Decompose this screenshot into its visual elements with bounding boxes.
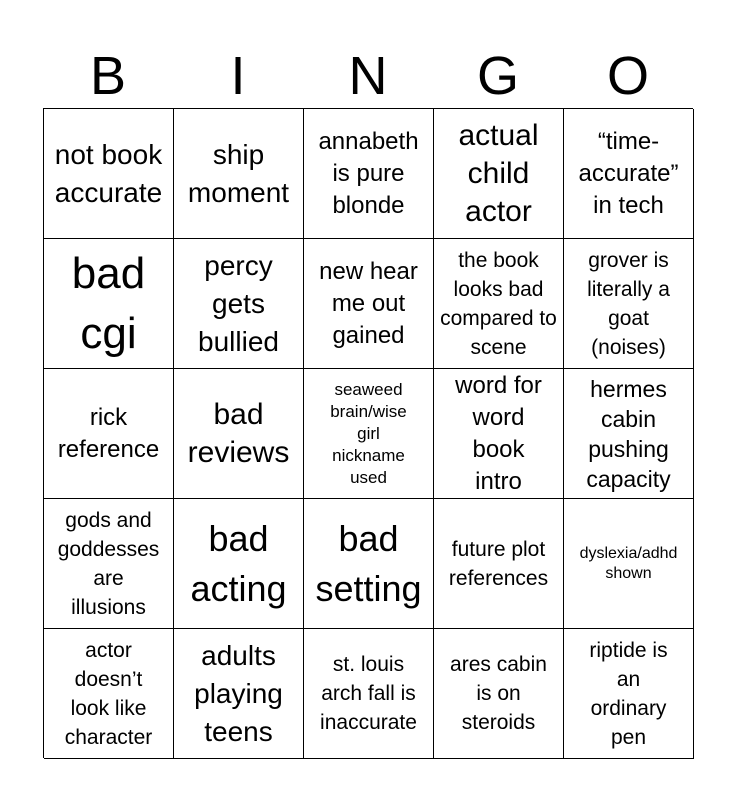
bingo-board <box>43 108 693 758</box>
cell-text: dyslexia/adhd shown <box>579 544 678 582</box>
cell-text: bad cgi <box>71 248 146 358</box>
cell-text: “time-accurate” in tech <box>578 127 679 219</box>
bingo-cell-r2-c4[interactable] <box>434 239 564 369</box>
bingo-cell-r1-c3[interactable] <box>304 109 434 239</box>
bingo-header <box>43 40 693 108</box>
header-letter-i: I <box>230 46 246 106</box>
cell-text: bad reviews <box>187 397 290 469</box>
cell-text: ship moment <box>187 138 290 208</box>
bingo-cell-r2-c3[interactable] <box>304 239 434 369</box>
bingo-cell-r1-c4[interactable] <box>434 109 564 239</box>
bingo-cell-r3-c2[interactable] <box>174 369 304 499</box>
cell-text: the book looks bad compared to scene <box>440 248 557 359</box>
bingo-cell-r2-c5[interactable] <box>564 239 694 369</box>
bingo-cell-r3-c1[interactable] <box>44 369 174 499</box>
cell-text: bad setting <box>315 517 422 609</box>
header-letter-n: N <box>348 46 388 106</box>
cell-text: grover is literally a goat (noises) <box>587 248 670 359</box>
cell-text: word for word book intro <box>455 371 542 495</box>
bingo-cell-r3-c4[interactable] <box>434 369 564 499</box>
cell-text: riptide is an ordinary pen <box>589 638 668 749</box>
bingo-cell-r3-c3[interactable] <box>304 369 434 499</box>
bingo-cell-r4-c1[interactable] <box>44 499 174 629</box>
cell-text: ares cabin is on steroids <box>450 653 547 734</box>
bingo-cell-r5-c2[interactable] <box>174 629 304 759</box>
bingo-cell-r4-c4[interactable] <box>434 499 564 629</box>
cell-text: percy gets bullied <box>198 249 279 357</box>
cell-text: future plot references <box>448 537 549 590</box>
bingo-cell-r1-c1[interactable] <box>44 109 174 239</box>
cell-text: annabeth is pure blonde <box>318 127 419 219</box>
cell-text: rick reference <box>57 403 160 463</box>
bingo-cell-r4-c3[interactable] <box>304 499 434 629</box>
bingo-cell-r5-c5[interactable] <box>564 629 694 759</box>
cell-text: seaweed brain/wise girl nickname used <box>330 379 407 487</box>
bingo-cell-r2-c2[interactable] <box>174 239 304 369</box>
cell-text: gods and goddesses are illusions <box>57 508 160 619</box>
cell-text: actual child actor <box>458 118 539 228</box>
bingo-cell-r5-c1[interactable] <box>44 629 174 759</box>
bingo-cell-r3-c5[interactable] <box>564 369 694 499</box>
cell-text: st. louis arch fall is inaccurate <box>320 653 417 734</box>
bingo-cell-r5-c3[interactable] <box>304 629 434 759</box>
bingo-cell-r4-c2[interactable] <box>174 499 304 629</box>
cell-text: bad acting <box>190 517 287 609</box>
header-letter-b: B <box>89 46 127 106</box>
cell-text: hermes cabin pushing capacity <box>586 375 671 492</box>
bingo-cell-r2-c1[interactable] <box>44 239 174 369</box>
bingo-cell-r4-c5[interactable] <box>564 499 694 629</box>
cell-text: actor doesn’t look like character <box>64 638 153 749</box>
cell-text: not book accurate <box>54 138 163 208</box>
cell-text: new hear me out gained <box>319 257 418 349</box>
bingo-cell-r1-c2[interactable] <box>174 109 304 239</box>
bingo-cell-r5-c4[interactable] <box>434 629 564 759</box>
cell-text: adults playing teens <box>194 639 283 747</box>
header-letter-g: G <box>476 46 519 106</box>
bingo-cell-r1-c5[interactable] <box>564 109 694 239</box>
header-letter-o: O <box>606 46 649 106</box>
